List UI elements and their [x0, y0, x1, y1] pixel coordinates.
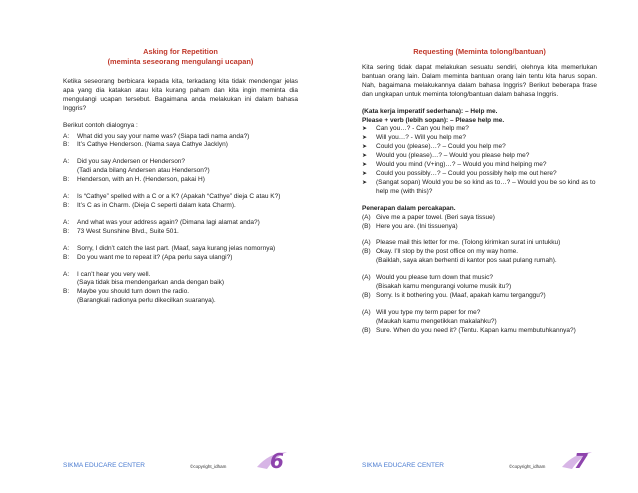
- left-dialog: [63, 133, 298, 307]
- dialog-text: Please mail this letter for me. (Tolong kirimkan surat ini untukku): [376, 239, 561, 247]
- dialog-text: It’s C as in Charm. (Dieja C seperti dalam kata Charm).: [77, 201, 236, 209]
- dialog-line: [63, 185, 298, 193]
- dialog-line: [362, 257, 597, 266]
- dialog-line: [63, 133, 298, 142]
- dialog-line: [362, 283, 597, 292]
- dialog-line: [63, 167, 298, 176]
- dialog-text: Will you type my term paper for me?: [376, 308, 481, 316]
- dialog-line: [63, 193, 298, 202]
- left-subtitle: (meminta seseorang mengulangi ucapan): [107, 57, 254, 66]
- phrase-item: [362, 170, 597, 179]
- left-page-content: [63, 47, 298, 306]
- practice-label: Penerapan dalam percakapan.: [362, 204, 456, 212]
- speaker-label: (A): [362, 239, 371, 247]
- dialog-text: Maybe you should turn down the radio.: [77, 288, 190, 296]
- left-title: Asking for Repetition: [143, 47, 218, 56]
- dialog-line: [63, 228, 298, 237]
- speaker-label: (B): [362, 222, 371, 230]
- dialog-line: [63, 211, 298, 219]
- dialog-line: [362, 223, 597, 232]
- page-number: 7: [574, 449, 588, 473]
- speaker-label: (B): [362, 248, 371, 256]
- dialog-text: And what was your address again? (Dimana lagi alamat anda?): [77, 218, 260, 226]
- arrow-bullet-icon: ➤: [362, 135, 368, 142]
- dialog-text: (Baiklah, saya akan berhenti di kantor pos saat pulang rumah).: [376, 257, 557, 265]
- dialog-line: [63, 202, 298, 211]
- dialog-text: Here you are. (Ini tissuenya): [376, 222, 458, 230]
- dialog-line: [63, 219, 298, 228]
- right-title: Requesting (Meminta tolong/bantuan): [413, 47, 546, 56]
- dialog-text: Did you say Andersen or Henderson?: [77, 158, 186, 166]
- arrow-bullet-icon: ➤: [362, 144, 368, 151]
- phrase-text: Would you mind (V+ing)…? – Would you mind helping me?: [376, 161, 547, 169]
- right-page: [319, 0, 638, 493]
- speaker-label: B:: [63, 141, 70, 149]
- dialog-text: What did you say your name was? (Siapa tadi nama anda?): [77, 132, 250, 140]
- left-footer: [0, 449, 319, 473]
- phrase-text: Could you possibly…? – Could you possibly help me out here?: [376, 169, 557, 177]
- dialog-line: [362, 231, 597, 239]
- phrase-item: [362, 125, 597, 134]
- arrow-bullet-icon: ➤: [362, 153, 368, 160]
- dialog-text: Is “Cathye” spelled with a C or a K? (Apakah “Cathye” dieja C atau K?): [77, 193, 281, 201]
- phrase-item: [362, 179, 597, 197]
- dialog-line: [362, 318, 597, 327]
- dialog-line: [362, 292, 597, 301]
- phrase-text: (Sangat sopan) Would you be so kind as to…? – Would you be so kind as to help me (with this)?: [376, 178, 596, 195]
- phrase-text: Can you…? - Can you help me?: [376, 125, 469, 133]
- speaker-label: A:: [63, 270, 70, 278]
- page-number: 6: [270, 449, 284, 473]
- phrase-text: Could you (please)…? – Could you help me?: [376, 143, 506, 151]
- dialog-text: Sorry, I didn’t catch the last part. (Maaf, saya kurang jelas nomornya): [77, 244, 276, 252]
- dialog-line: [63, 288, 298, 297]
- dialog-line: [362, 214, 597, 223]
- right-footer: [319, 449, 638, 473]
- phrase-item: [362, 152, 597, 161]
- example-label: Berikut contoh dialognya :: [63, 121, 138, 129]
- dialog-text: Give me a paper towel. (Beri saya tissue): [376, 213, 495, 221]
- arrow-bullet-icon: ➤: [362, 179, 368, 186]
- phrase-item: [362, 143, 597, 152]
- dialog-line: [63, 245, 298, 254]
- speaker-label: [362, 257, 376, 266]
- dialog-text: Would you please turn down that music?: [376, 274, 493, 282]
- dialog-line: [63, 271, 298, 280]
- phrase-item: [362, 134, 597, 143]
- dialog-text: I can’t hear you very well.: [77, 270, 151, 278]
- phrase-text: Would you (please)…? – Would you please help me?: [376, 152, 530, 160]
- speaker-label: [63, 167, 77, 176]
- dialog-line: [63, 254, 298, 263]
- speaker-label: [362, 318, 376, 327]
- dialog-text: It’s Cathye Henderson. (Nama saya Cathye Jacklyn): [77, 141, 228, 149]
- dialog-line: [362, 274, 597, 283]
- speaker-label: B:: [63, 176, 70, 184]
- dialog-line: [63, 263, 298, 271]
- dialog-text: (Maukah kamu mengetikkan makalahku?): [376, 317, 497, 325]
- dialog-line: [362, 248, 597, 257]
- footer-copyright: ©copyright_idham: [190, 464, 227, 469]
- dialog-text: Do you want me to repeat it? (Apa perlu saya ulangi?): [77, 253, 233, 261]
- footer-brand: SIKMA EDUCARE CENTER: [362, 462, 444, 469]
- dialog-line: [362, 309, 597, 318]
- speaker-label: B:: [63, 227, 70, 235]
- speaker-label: (B): [362, 326, 371, 334]
- speaker-label: A:: [63, 158, 70, 166]
- speaker-label: B:: [63, 201, 70, 209]
- dialog-line: [63, 297, 298, 306]
- speaker-label: B:: [63, 253, 70, 261]
- speaker-label: (A): [362, 274, 371, 282]
- dialog-text: (Tadi anda bilang Andersen atau Henderson?): [77, 167, 210, 175]
- speaker-label: A:: [63, 193, 70, 201]
- dialog-line: [362, 327, 597, 336]
- speaker-label: [362, 283, 376, 292]
- dialog-line: [63, 158, 298, 167]
- right-dialog: [362, 214, 597, 336]
- phrase-item: [362, 161, 597, 170]
- dialog-line: [362, 239, 597, 248]
- dialog-line: [63, 141, 298, 150]
- footer-copyright: ©copyright_idham: [509, 464, 546, 469]
- arrow-bullet-icon: ➤: [362, 170, 368, 177]
- phrase-list: [362, 125, 597, 196]
- dialog-text: Henderson, with an H. (Henderson, pakai H): [77, 176, 205, 184]
- speaker-label: [63, 297, 77, 306]
- dialog-line: [63, 237, 298, 245]
- speaker-label: (A): [362, 308, 371, 316]
- arrow-bullet-icon: ➤: [362, 126, 368, 133]
- dialog-line: [63, 279, 298, 288]
- dialog-line: [63, 176, 298, 185]
- speaker-label: (B): [362, 291, 371, 299]
- left-intro: Ketika seseorang berbicara kepada kita, terkadang kita tidak mendengar jelas apa yang dia katakan atau kita kurang paham dan kita ingin meminta dia mengulangi ucapan tersebut. Bagaimana anda melakukan ini dalam bahasa Inggris?: [63, 78, 298, 112]
- dialog-text: Okay. I’ll stop by the post office on my way home.: [376, 248, 519, 256]
- speaker-label: [63, 279, 77, 288]
- speaker-label: A:: [63, 132, 70, 140]
- dialog-text: (Bisakah kamu mengurangi volume musik itu?): [376, 283, 512, 291]
- dialog-text: Sure. When do you need it? (Tentu. Kapan kamu membutuhkannya?): [376, 326, 576, 334]
- right-intro: Kita sering tidak dapat melakukan sesuatu sendiri, olehnya kita memerlukan bantuan orang lain. Dalam meminta bantuan orang lain tentu kita harus sopan. Nah, bagaimana melakukannya dalam bahasa Inggris? Berikut beberapa frase dan ungkapan untuk meminta tolong/bantuan dalam bahasa Inggris.: [362, 64, 597, 98]
- footer-brand: SIKMA EDUCARE CENTER: [63, 462, 145, 469]
- arrow-bullet-icon: ➤: [362, 162, 368, 169]
- speaker-label: (A): [362, 213, 371, 221]
- phrase-text: Will you…? - Will you help me?: [376, 134, 466, 142]
- dialog-line: [362, 266, 597, 274]
- right-page-content: [362, 47, 597, 336]
- dialog-line: [63, 150, 298, 158]
- dialog-text: (Saya tidak bisa mendengarkan anda dengan baik): [77, 279, 225, 287]
- speaker-label: B:: [63, 288, 70, 296]
- speaker-label: A:: [63, 244, 70, 252]
- dialog-text: 73 West Sunshine Blvd., Suite 501.: [77, 227, 179, 235]
- formula-imperative: (Kata kerja imperatif sederhana): – Help me.: [362, 107, 498, 115]
- speaker-label: A:: [63, 218, 70, 226]
- dialog-line: [362, 301, 597, 309]
- dialog-text: (Barangkali radionya perlu dikecilkan suaranya).: [77, 297, 216, 305]
- dialog-text: Sorry. Is it bothering you. (Maaf, apakah kamu terganggu?): [376, 291, 546, 299]
- formula-please: Please + verb (lebih sopan): – Please help me.: [362, 116, 505, 124]
